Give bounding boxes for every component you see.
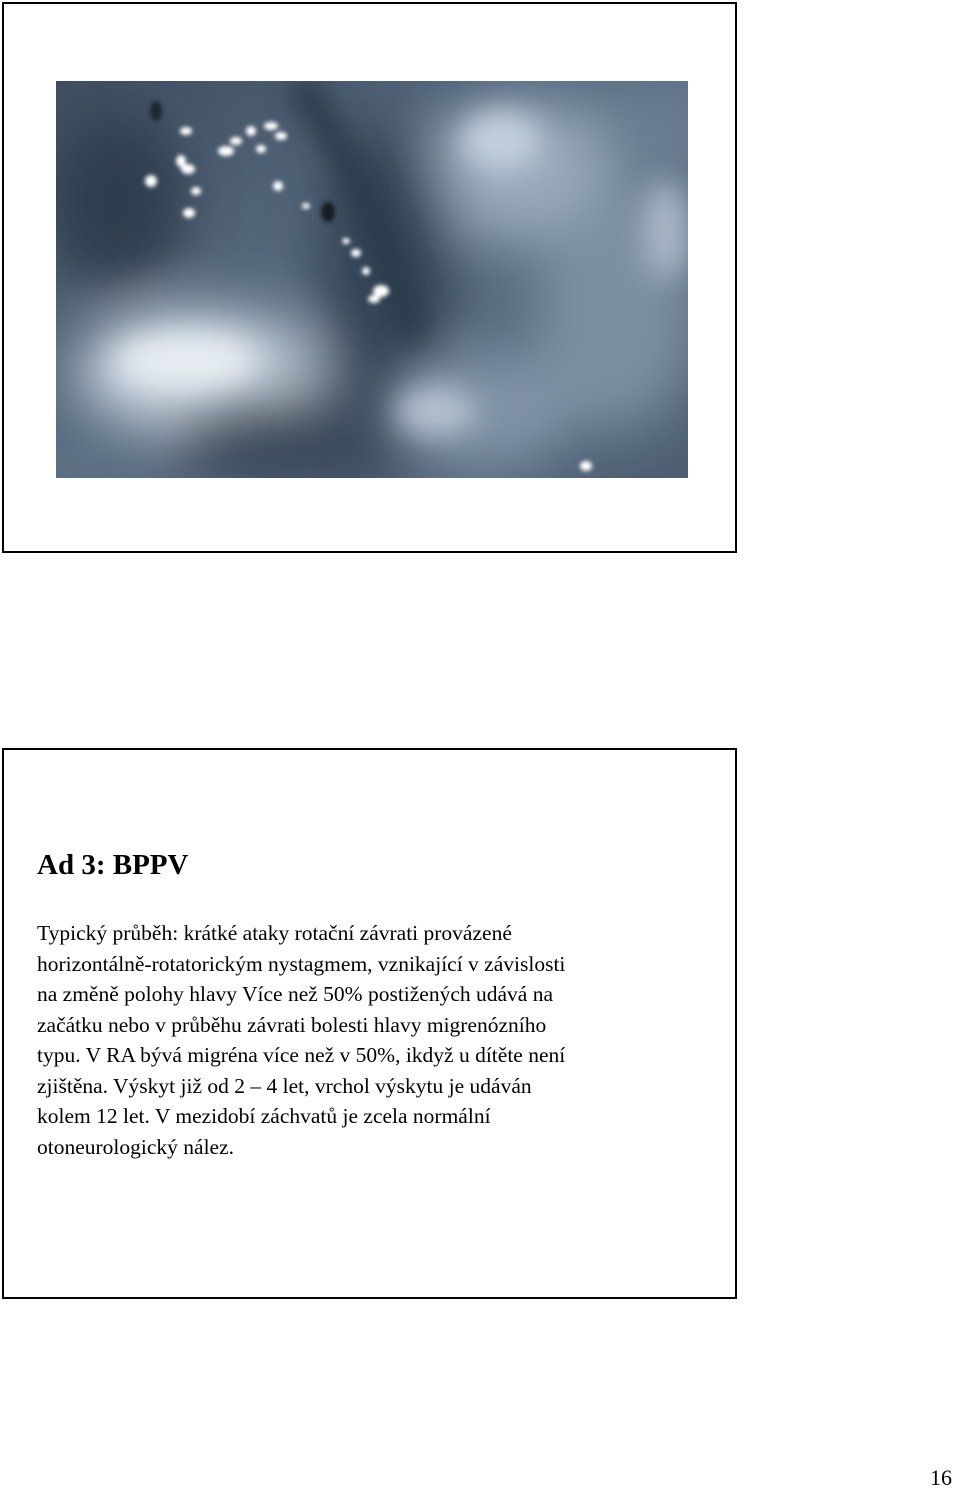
slide-2 xyxy=(2,748,737,1299)
medical-photo-image xyxy=(56,81,688,478)
slide-title: Ad 3: BPPV xyxy=(37,849,189,881)
body-line: typu. V RA bývá migréna více než v 50%, ikdyž u dítěte není xyxy=(37,1043,566,1067)
body-line: horizontálně-rotatorickým nystagmem, vznikající v závislosti xyxy=(37,951,566,976)
slide-body-text xyxy=(37,918,727,1162)
body-line: začátku nebo v průběhu závrati bolesti hlavy migrenózního xyxy=(37,1012,547,1037)
slide-1 xyxy=(2,2,737,553)
body-line: otoneurologický nález. xyxy=(37,1134,235,1159)
body-line: na změně polohy hlavy Více než 50% postižených udává na xyxy=(37,982,554,1006)
body-line: zjištěna. Výskyt již od 2 – 4 let, vrchol výskytu je udáván xyxy=(37,1073,532,1098)
page-number: 16 xyxy=(930,1465,952,1490)
body-line: kolem 12 let. V mezidobí záchvatů je zcela normální xyxy=(37,1104,491,1128)
medical-photo xyxy=(56,81,688,478)
body-line: Typický průběh: krátké ataky rotační závrati provázené xyxy=(37,921,512,945)
